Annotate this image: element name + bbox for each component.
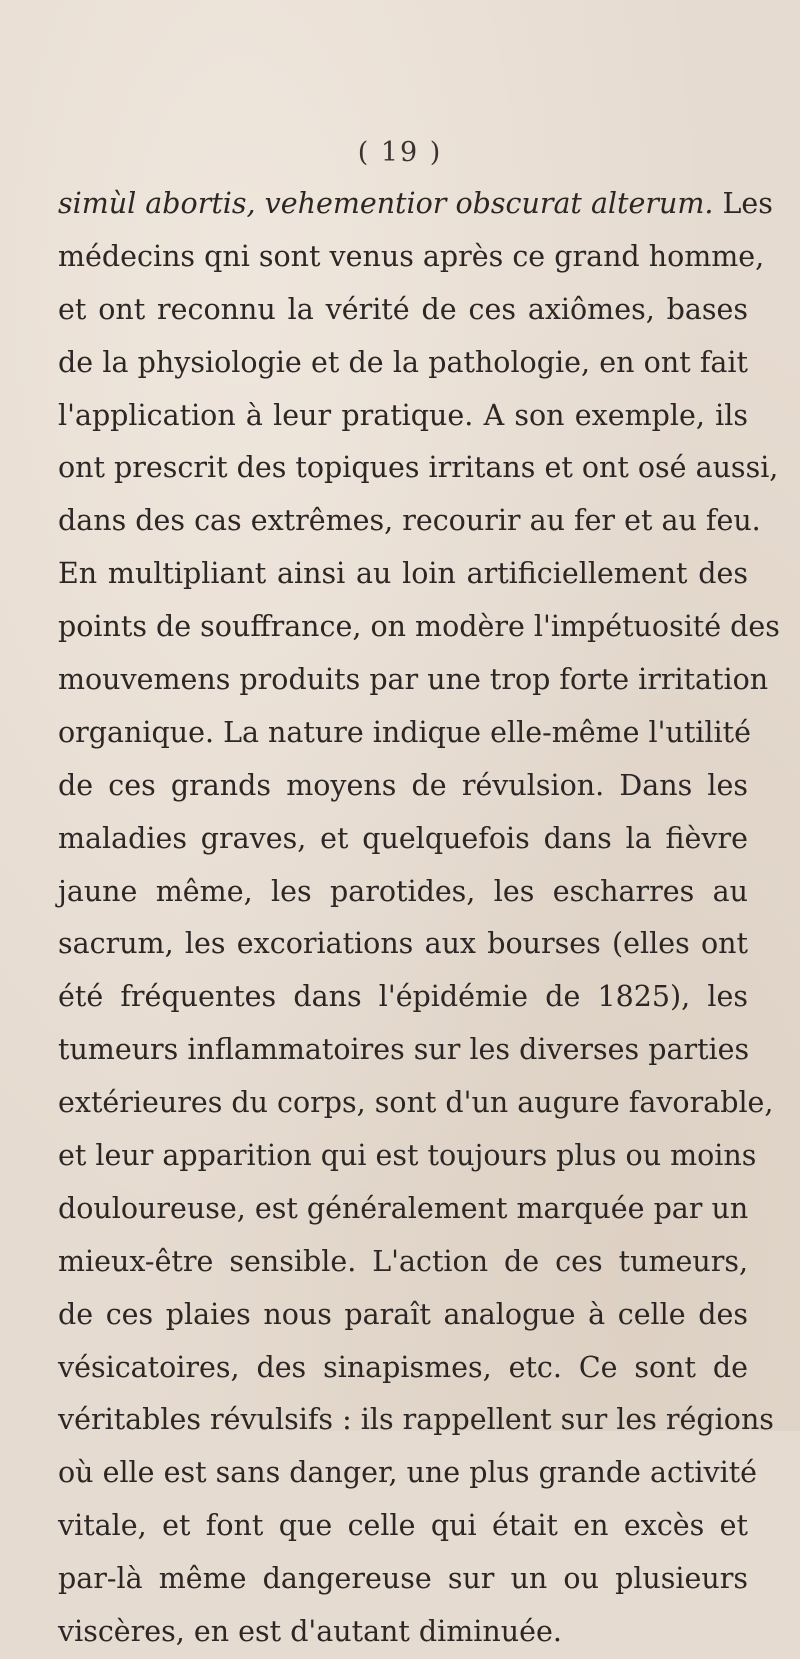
text-line: de ces plaies nous paraît analogue à celle des bbox=[58, 1297, 748, 1331]
body-text bbox=[58, 178, 780, 1659]
text-line: véritables révulsifs : ils rappellent sur les régions bbox=[58, 1403, 774, 1437]
text-line: mouvemens produits par une trop forte irritation bbox=[58, 663, 769, 697]
text-line: sacrum, les excoriations aux bourses (elles ont bbox=[58, 927, 748, 961]
text-line: mieux-être sensible. L'action de ces tumeurs, bbox=[58, 1244, 748, 1278]
page-number: ( 19 ) bbox=[357, 137, 443, 168]
text-line: et ont reconnu la vérité de ces axiômes, bases bbox=[58, 292, 748, 326]
text-line bbox=[58, 178, 773, 231]
text-line: vitale, et font que celle qui était en excès et bbox=[58, 1509, 748, 1543]
text-line: et leur apparition qui est toujours plus ou moins bbox=[58, 1139, 757, 1173]
text-line: tumeurs inflammatoires sur les diverses parties bbox=[58, 1033, 750, 1067]
text-line: vésicatoires, des sinapismes, etc. Ce sont de bbox=[58, 1350, 748, 1384]
text-line: extérieures du corps, sont d'un augure favorable, bbox=[58, 1086, 774, 1120]
latin-phrase: simùl abortis, vehementior obscurat alterum. bbox=[58, 187, 714, 220]
text-line: viscères, en est d'autant diminuée. bbox=[58, 1615, 562, 1649]
text-line: l'application à leur pratique. A son exemple, ils bbox=[58, 398, 748, 432]
text-line: douloureuse, est généralement marquée par un bbox=[58, 1191, 749, 1225]
text-line: organique. La nature indique elle-même l'utilité bbox=[58, 715, 751, 749]
text-line: été fréquentes dans l'épidémie de 1825), les bbox=[58, 980, 748, 1014]
text-line: dans des cas extrêmes, recourir au fer et au feu. bbox=[58, 504, 761, 538]
text-line: En multipliant ainsi au loin artificiellement des bbox=[58, 557, 748, 591]
text-line: de la physiologie et de la pathologie, en ont fait bbox=[58, 345, 748, 379]
text-line: points de souffrance, on modère l'impétuosité des bbox=[58, 610, 780, 644]
text-line-tail: Les bbox=[722, 187, 773, 220]
text-line: maladies graves, et quelquefois dans la fièvre bbox=[58, 821, 748, 855]
text-line: par-là même dangereuse sur un ou plusieurs bbox=[58, 1562, 748, 1596]
text-line: ont prescrit des topiques irritans et ont osé aussi, bbox=[58, 451, 779, 485]
text-line: de ces grands moyens de révulsion. Dans les bbox=[58, 768, 748, 802]
text-line: jaune même, les parotides, les escharres au bbox=[58, 874, 748, 908]
text-line: médecins qni sont venus après ce grand homme, bbox=[58, 239, 765, 273]
text-line: où elle est sans danger, une plus grande activité bbox=[58, 1456, 758, 1490]
